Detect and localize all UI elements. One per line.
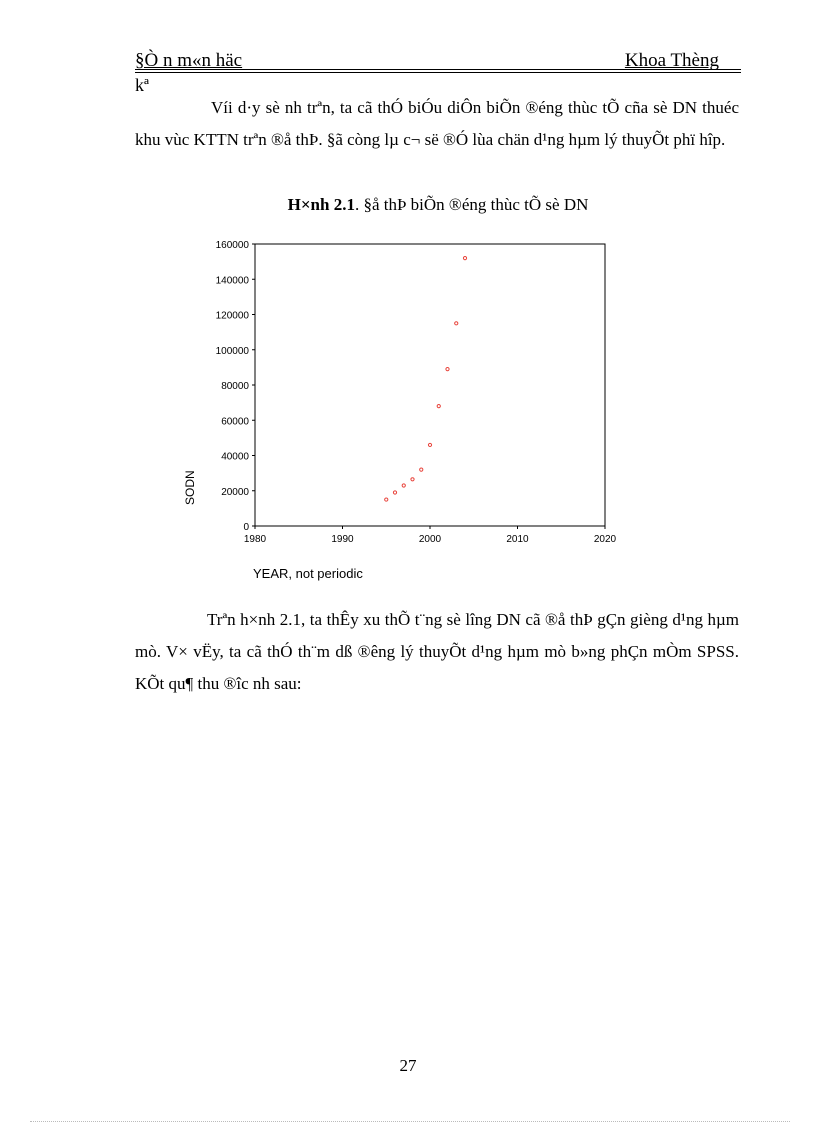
x-axis-label: YEAR, not periodic [253,566,363,581]
y-tick-label: 0 [243,522,249,533]
data-point [446,368,449,371]
y-tick-label: 60000 [221,416,249,428]
header-continuation: kª [135,75,149,95]
x-axis [244,526,617,545]
data-point [420,468,423,471]
data-point [393,491,396,494]
y-tick-label: 20000 [221,486,249,498]
data-point [385,498,388,501]
data-point [428,443,431,446]
scatter-chart [180,230,630,590]
y-axis [216,240,255,533]
figure-label: H×nh 2.1 [287,195,355,214]
figure-caption [135,195,741,215]
paragraph-intro: Víi d·y sè nh trªn, ta cã thÓ biÓu diÔn biÕn ®éng thùc tÕ cña sè DN thuéc khu vùc KTTN trªn ®å thÞ. §ã còng lµ c¬ së ®Ó lùa chän d¹ng hµm lý thuyÕt phï hîp. [135,98,739,149]
figure-caption-text: . §å thÞ biÕn ®éng thùc tÕ sè DN [354,195,589,214]
y-tick-label: 140000 [215,275,249,287]
x-tick-label: 2010 [506,534,529,545]
page-bottom-rule [30,1121,790,1122]
paragraph-analysis: Trªn h×nh 2.1, ta thÊy xu thÕ t¨ng sè lîng DN cã ®å thÞ gÇn gièng d¹ng hµm mò. V× vËy, ta cã thÓ th¨m dß ®êng lý thuyÕt d¹ng hµm mò b»ng phÇn mÒm SPSS. KÕt qu¶ thu ®îc nh sau: [135,610,739,693]
data-point [411,478,414,481]
x-tick-label: 2000 [418,534,442,545]
header-rule [135,69,741,70]
y-axis-label: SODN [183,470,197,505]
y-tick-label: 40000 [221,451,249,463]
data-point [463,257,466,260]
x-tick-label: 2020 [593,534,617,545]
header-left-text: §Ò n m«n häc [135,50,243,71]
page-number: 27 [399,1056,417,1075]
header-right-text: Khoa Thèng [624,50,719,71]
y-tick-label: 120000 [215,310,249,322]
x-tick-label: 1980 [243,534,267,545]
plot-frame [255,244,605,526]
y-tick-label: 100000 [215,345,249,357]
page-header [135,50,741,72]
y-tick-label: 80000 [221,381,249,392]
header-rule-double [135,72,741,73]
x-tick-label: 1990 [331,534,354,545]
data-point [455,322,458,325]
data-point [437,405,440,408]
data-point [402,484,405,487]
y-tick-label: 160000 [215,240,249,251]
data-points [385,257,467,502]
